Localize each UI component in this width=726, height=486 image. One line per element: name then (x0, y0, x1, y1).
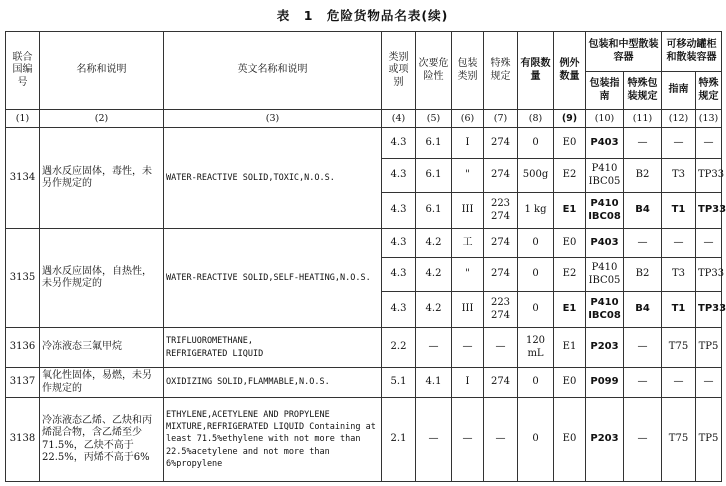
class-cell: 4.3 (382, 258, 416, 292)
header-class: 类别或项别 (382, 32, 416, 110)
header-tank-instruction: 指南 (662, 72, 696, 110)
packing-group-cell: " (452, 258, 484, 292)
class-cell: 4.3 (382, 128, 416, 159)
class-cell: 2.2 (382, 328, 416, 368)
tank-special-cell: TP33 (696, 292, 722, 328)
class-cell: 4.3 (382, 292, 416, 328)
name-cn-cell: 冷冻液态乙烯、乙炔和丙烯混合物，含乙烯至少71.5%，乙炔不高于22.5%，丙烯不高于6% (40, 398, 164, 482)
table-row (6, 368, 722, 398)
special-provision-cell: — (484, 398, 518, 482)
class-cell: 4.3 (382, 159, 416, 193)
packing-instruction-cell: P099 (586, 368, 624, 398)
packing-group-cell: I (452, 368, 484, 398)
packing-group-cell: 工 (452, 229, 484, 258)
subsidiary-cell: — (416, 398, 452, 482)
special-packing-cell: B2 (624, 258, 662, 292)
tank-instruction-cell: T75 (662, 398, 696, 482)
header-limited-qty: 有限数量 (518, 32, 554, 110)
special-packing-cell: B2 (624, 159, 662, 193)
table-row (6, 328, 722, 368)
excepted-qty-cell: E0 (554, 398, 586, 482)
column-number: (9) (554, 110, 586, 128)
tank-special-cell: — (696, 229, 722, 258)
tank-instruction-cell: — (662, 229, 696, 258)
class-cell: 5.1 (382, 368, 416, 398)
packing-group-cell: I (452, 128, 484, 159)
excepted-qty-cell: E1 (554, 193, 586, 229)
subsidiary-cell: 4.2 (416, 229, 452, 258)
special-provision-cell: 223 274 (484, 292, 518, 328)
table-row (6, 398, 722, 482)
tank-instruction-cell: T1 (662, 193, 696, 229)
limited-qty-cell: 500g (518, 159, 554, 193)
excepted-qty-cell: E0 (554, 128, 586, 159)
excepted-qty-cell: E0 (554, 368, 586, 398)
header-packing-instruction: 包装指南 (586, 72, 624, 110)
header-name-en: 英文名称和说明 (164, 32, 382, 110)
header-excepted-qty: 例外数量 (554, 32, 586, 110)
special-provision-cell: 223 274 (484, 193, 518, 229)
tank-instruction-cell: — (662, 128, 696, 159)
packing-instruction-cell: P203 (586, 328, 624, 368)
column-number: (13) (696, 110, 722, 128)
subsidiary-cell: 6.1 (416, 159, 452, 193)
special-provision-cell: 274 (484, 229, 518, 258)
column-number: (11) (624, 110, 662, 128)
header-un: 联合国编号 (6, 32, 40, 110)
tank-special-cell: — (696, 368, 722, 398)
special-packing-cell: — (624, 229, 662, 258)
packing-instruction-cell: P410 IBC08 (586, 292, 624, 328)
class-cell: 4.3 (382, 229, 416, 258)
name-cn-cell: 遇水反应固体，毒性，未另作规定的 (40, 128, 164, 229)
table-title: 表 1 危险货物品名表(续) (276, 8, 449, 23)
dangerous-goods-table (5, 31, 726, 482)
limited-qty-cell: 0 (518, 368, 554, 398)
excepted-qty-cell: E1 (554, 328, 586, 368)
column-number: (5) (416, 110, 452, 128)
tank-instruction-cell: T3 (662, 258, 696, 292)
excepted-qty-cell: E2 (554, 258, 586, 292)
header-name-cn: 名称和说明 (40, 32, 164, 110)
special-packing-cell: B4 (624, 292, 662, 328)
column-number: (7) (484, 110, 518, 128)
header-portable-tank: 可移动罐柜和散装容器 (662, 32, 722, 72)
header-special-provisions: 特殊规定 (484, 32, 518, 110)
un-number-cell: 3138 (6, 398, 40, 482)
limited-qty-cell: 0 (518, 292, 554, 328)
column-number: (4) (382, 110, 416, 128)
name-en-cell: OXIDIZING SOLID,FLAMMABLE,N.O.S. (164, 368, 382, 398)
limited-qty-cell: 0 (518, 229, 554, 258)
column-number: (3) (164, 110, 382, 128)
special-provision-cell: — (484, 328, 518, 368)
tank-special-cell: TP33 (696, 159, 722, 193)
excepted-qty-cell: E0 (554, 229, 586, 258)
packing-group-cell: — (452, 328, 484, 368)
tank-instruction-cell: T1 (662, 292, 696, 328)
un-number-cell: 3136 (6, 328, 40, 368)
limited-qty-cell: 1 kg (518, 193, 554, 229)
un-number-cell: 3137 (6, 368, 40, 398)
packing-group-cell: " (452, 159, 484, 193)
excepted-qty-cell: E1 (554, 292, 586, 328)
tank-special-cell: TP33 (696, 258, 722, 292)
packing-group-cell: — (452, 398, 484, 482)
un-number-cell: 3134 (6, 128, 40, 229)
tank-special-cell: TP5 (696, 328, 722, 368)
column-number: (12) (662, 110, 696, 128)
column-number: (10) (586, 110, 624, 128)
name-en-cell: ETHYLENE,ACETYLENE AND PROPYLENE MIXTURE,REFRIGERATED LIQUID Containing at least 71.5%ethylene with not more than 22.5%acetylene and not more than 6%propylene (164, 398, 382, 482)
special-provision-cell: 274 (484, 258, 518, 292)
packing-instruction-cell: P410 IBC05 (586, 159, 624, 193)
name-cn-cell: 遇水反应固体，自热性，未另作规定的 (40, 229, 164, 328)
table-row (6, 128, 722, 159)
un-number-cell: 3135 (6, 229, 40, 328)
header-packaging-ibc: 包装和中型散装容器 (586, 32, 662, 72)
subsidiary-cell: 4.2 (416, 258, 452, 292)
header-packing-group: 包装类别 (452, 32, 484, 110)
packing-instruction-cell: P403 (586, 229, 624, 258)
subsidiary-cell: — (416, 328, 452, 368)
packing-instruction-cell: P203 (586, 398, 624, 482)
packing-group-cell: III (452, 292, 484, 328)
tank-special-cell: TP5 (696, 398, 722, 482)
tank-instruction-cell: T3 (662, 159, 696, 193)
header-special-packing: 特殊包装规定 (624, 72, 662, 110)
special-provision-cell: 274 (484, 368, 518, 398)
name-cn-cell: 氧化性固体，易燃，未另作规定的 (40, 368, 164, 398)
limited-qty-cell: 0 (518, 398, 554, 482)
subsidiary-cell: 6.1 (416, 128, 452, 159)
subsidiary-cell: 4.1 (416, 368, 452, 398)
name-en-cell: TRIFLUOROMETHANE, REFRIGERATED LIQUID (164, 328, 382, 368)
name-en-cell: WATER-REACTIVE SOLID,TOXIC,N.O.S. (164, 128, 382, 229)
header-subsidiary: 次要危险性 (416, 32, 452, 110)
packing-instruction-cell: P410 IBC05 (586, 258, 624, 292)
special-packing-cell: B4 (624, 193, 662, 229)
special-provision-cell: 274 (484, 159, 518, 193)
subsidiary-cell: 4.2 (416, 292, 452, 328)
special-packing-cell: — (624, 398, 662, 482)
table-row (6, 229, 722, 258)
limited-qty-cell: 0 (518, 258, 554, 292)
special-packing-cell: — (624, 328, 662, 368)
special-packing-cell: — (624, 368, 662, 398)
tank-special-cell: — (696, 128, 722, 159)
column-number: (1) (6, 110, 40, 128)
class-cell: 2.1 (382, 398, 416, 482)
packing-instruction-cell: P410 IBC08 (586, 193, 624, 229)
subsidiary-cell: 6.1 (416, 193, 452, 229)
special-packing-cell: — (624, 128, 662, 159)
limited-qty-cell: 0 (518, 128, 554, 159)
class-cell: 4.3 (382, 193, 416, 229)
column-number: (6) (452, 110, 484, 128)
packing-instruction-cell: P403 (586, 128, 624, 159)
column-number: (2) (40, 110, 164, 128)
column-number: (8) (518, 110, 554, 128)
limited-qty-cell: 120 mL (518, 328, 554, 368)
special-provision-cell: 274 (484, 128, 518, 159)
tank-instruction-cell: — (662, 368, 696, 398)
name-cn-cell: 冷冻液态三氟甲烷 (40, 328, 164, 368)
tank-special-cell: TP33 (696, 193, 722, 229)
tank-instruction-cell: T75 (662, 328, 696, 368)
name-en-cell: WATER-REACTIVE SOLID,SELF-HEATING,N.O.S. (164, 229, 382, 328)
excepted-qty-cell: E2 (554, 159, 586, 193)
packing-group-cell: III (452, 193, 484, 229)
header-tank-special: 特殊规定 (696, 72, 722, 110)
